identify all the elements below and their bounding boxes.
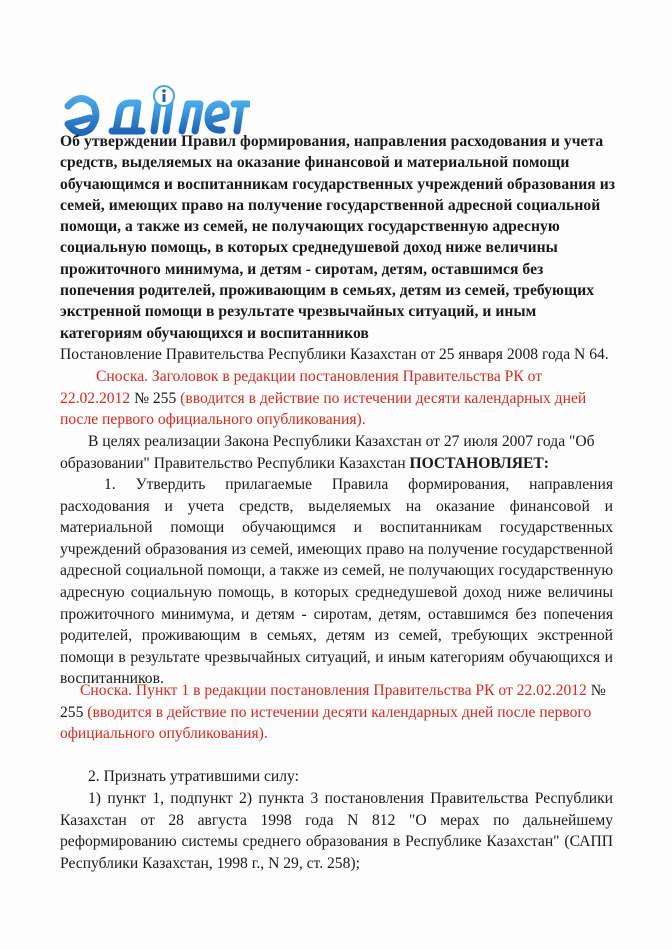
footnote-title-number: № 255 — [134, 389, 177, 407]
decree-word: ПОСТАНОВЛЯЕТ: — [409, 454, 550, 472]
item-1: 1. Утвердить прилагаемые Правила формирования, направления расходования и учета средств, выделяемых на оказание финансовой и материальной помощи обучающимся и воспитанникам государственных учреждений образования из семей, имеющих право на получение государственной адресной социальной помощи, а также из семей, не получающих государственную адресную социальную помощь, в которых среднедушевой доход ниже величины прожиточного минимума, и детям - сиротам, детям, оставшимся без попечения родителей, проживающим в семьях, детям из семей, требующих экстренной помощи в результате чрезвычайных ситуаций, и иным категориям обучающихся и воспитанников. — [60, 476, 613, 688]
item-2: 2. Признать утратившими силу: — [88, 768, 299, 785]
footnote-item1-text: Сноска. Пункт 1 в редакции постановления Правительства РК от 22.02.2012 — [80, 682, 587, 699]
document-subtitle: Постановление Правительства Республики Казахстан от 25 января 2008 года N 64. — [60, 346, 609, 363]
footnote-item1-edit — [60, 680, 613, 745]
intro-paragraph — [60, 431, 613, 474]
intro-text: В целях реализации Закона Республики Казахстан от 27 июля 2007 года "Об образовании" Правительство Республики Казахстан — [60, 433, 595, 472]
footnote-title-text: Сноска. Заголовок в редакции постановления Правительства РК от 22.02.2012 — [60, 368, 543, 407]
footnote-title-edit — [60, 366, 613, 431]
footnote-title-rest: (вводится в действие по истечении десяти календарных дней после первого официального опубликования). — [60, 389, 587, 429]
document-title: Об утверждении Правил формирования, направления расходования и учета средств, выделяемых на оказание финансовой и материальной помощи обучающимся и воспитанникам государственных учреждений образования из семей, имеющих право на получение государственной адресной социальной помощи, а также из семей, не получающих государственную адресную социальную помощь, в которых среднедушевой доход ниже величины прожиточного минимума, и детям - сиротам, детям, оставшимся без попечения родителей, проживающим в семьях, детям из семей, требующих экстренной помощи в результате чрезвычайных ситуаций, и иным категориям обучающихся и воспитанников — [60, 133, 616, 342]
footnote-item1-number: № 255 — [60, 682, 606, 721]
footnote-item1-rest: (вводится в действие по истечении десяти календарных дней после первого официального опубликования). — [60, 703, 592, 743]
item-2-1: 1) пункт 1, подпункт 2) пункта 3 постановления Правительства Республики Казахстан от 28 августа 1998 года N 812 "О мерах по дальнейшему реформированию системы среднего образования в Республике Казахстан" (САПП Республики Казахстан, 1998 г., N 29, ст. 258); — [60, 790, 613, 872]
